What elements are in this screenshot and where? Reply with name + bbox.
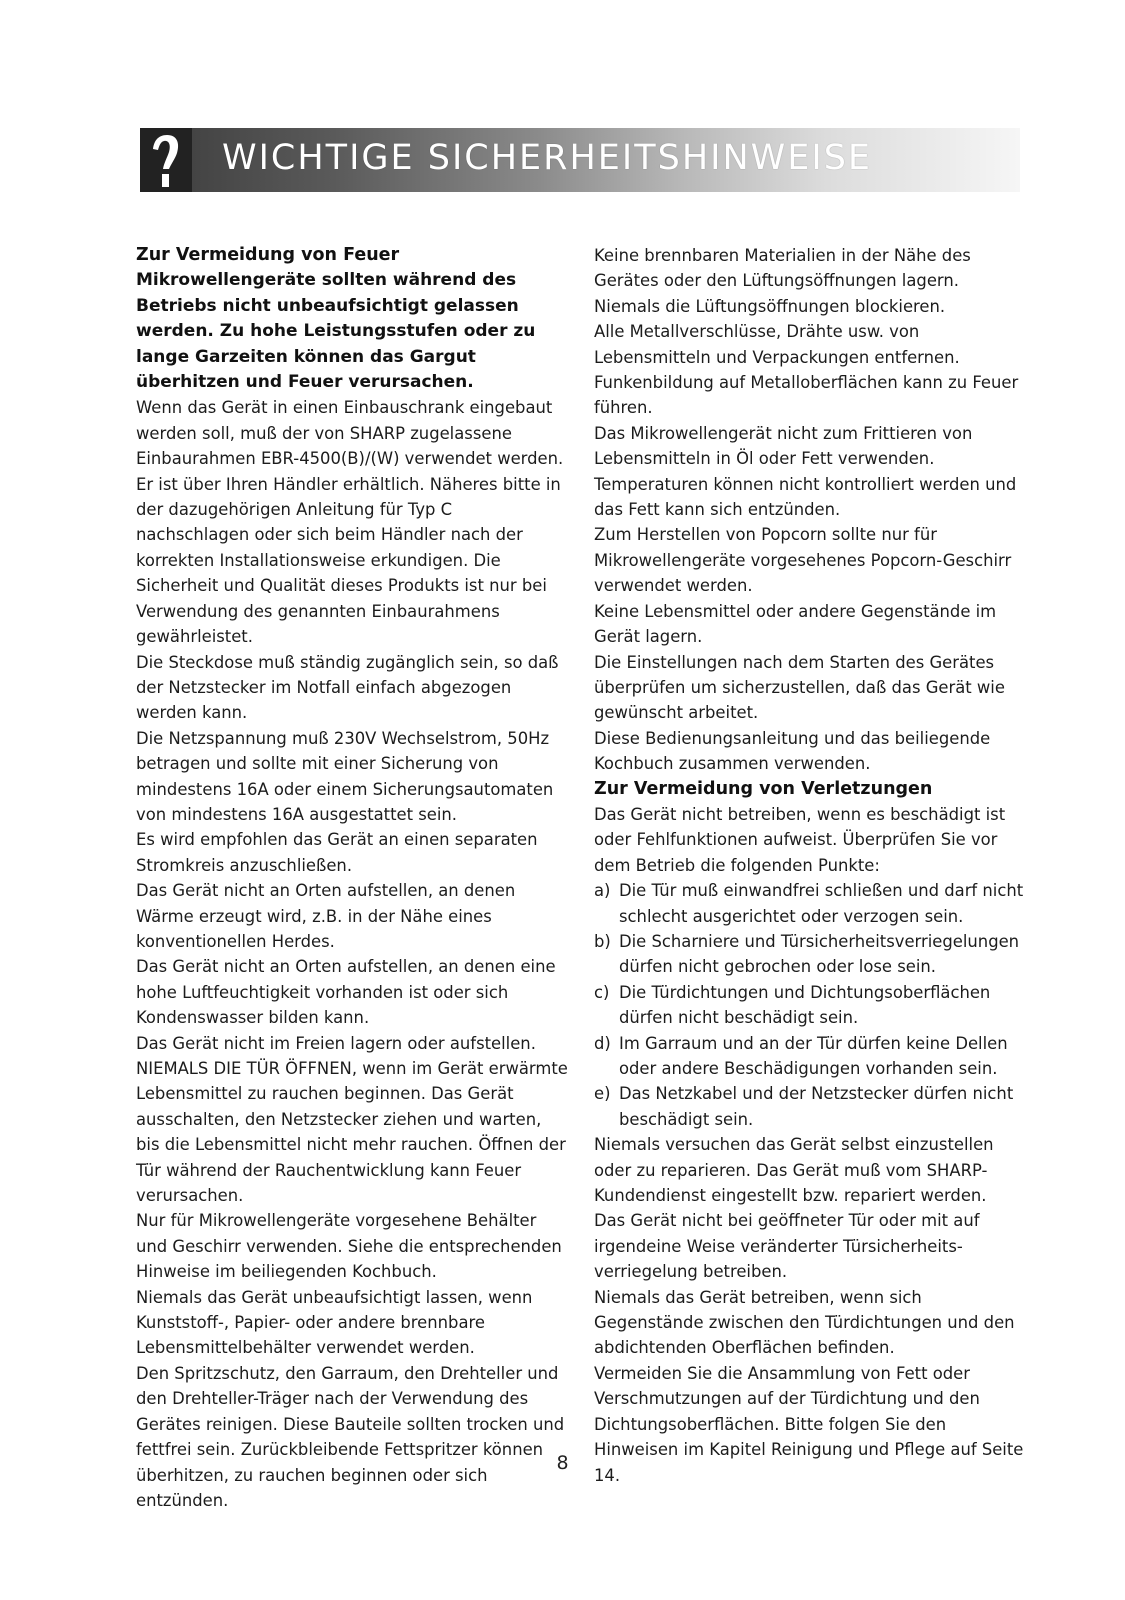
lead-warning: Mikrowellengeräte sollten während des Betriebs nicht unbeaufsichtigt gelassen werden. Zu hohe Leistungsstufen oder zu lange Garzeiten können das Gargut überhitzen und Feuer verursachen. xyxy=(136,270,536,393)
paragraph: Es wird empfohlen das Gerät an einen separaten Stromkreis anzuschließen. xyxy=(136,830,538,875)
paragraph: Keine Lebensmittel oder andere Gegenstände im Gerät lagern. xyxy=(594,601,997,647)
list-text: Die Tür muß einwandfrei schließen und darf nicht schlecht ausgerichtet oder verzogen sein. xyxy=(619,881,1024,926)
left-column xyxy=(136,243,568,1513)
list-letter: e) xyxy=(594,1084,611,1104)
exclamation-icon xyxy=(140,128,192,192)
list-text: Das Netzkabel und der Netzstecker dürfen nicht beschädigt sein. xyxy=(619,1084,1014,1129)
paragraph: Den Spritzschutz, den Garraum, den Drehteller und den Drehteller-Träger nach der Verwendung des Gerätes reinigen. Diese Bauteile sollten trocken und fettfrei sein. Zurückbleibende Fettspritzer können überhitzen, zu rauchen beginnen oder sich entzünden. xyxy=(136,1363,565,1510)
paragraph: Die Einstellungen nach dem Starten des Gerätes überprüfen um sicherzustellen, daß das Gerät wie gewünscht arbeitet. xyxy=(594,652,1005,723)
paragraph: Nur für Mikrowellengeräte vorgesehene Behälter und Geschirr verwenden. Siehe die entsprechenden Hinweise im beiliegenden Kochbuch. xyxy=(136,1211,562,1282)
list-item xyxy=(594,929,1026,980)
paragraph: Zum Herstellen von Popcorn sollte nur für Mikrowellengeräte vorgesehenes Popcorn-Geschirr verwendet werden. xyxy=(594,525,1012,596)
right-column xyxy=(594,243,1026,1488)
paragraph: Die Netzspannung muß 230V Wechselstrom, 50Hz betragen und sollte mit einer Sicherung von mindestens 16A oder einem Sicherungsautomaten von mindestens 16A ausgestattet sein. xyxy=(136,728,554,824)
paragraph: Das Gerät nicht betreiben, wenn es beschädigt ist oder Fehlfunktionen aufweist. Überprüfen Sie vor dem Betrieb die folgenden Punkte: xyxy=(594,804,1006,875)
paragraph: Niemals das Gerät unbeaufsichtigt lassen, wenn Kunststoff-, Papier- oder andere brennbare Lebensmittelbehälter verwendet werden. xyxy=(136,1287,533,1358)
paragraph: Alle Metallverschlüsse, Drähte usw. von Lebensmitteln und Verpackungen entfernen. Funkenbildung auf Metalloberflächen kann zu Feuer führen. xyxy=(594,322,1019,418)
list-letter: c) xyxy=(594,982,610,1002)
list-text: Im Garraum und an der Tür dürfen keine Dellen oder andere Beschädigungen vorhanden sein. xyxy=(619,1033,1008,1078)
list-text: Die Türdichtungen und Dichtungsoberflächen dürfen nicht beschädigt sein. xyxy=(619,982,991,1028)
paragraph: Niemals das Gerät betreiben, wenn sich Gegenstände zwischen den Türdichtungen und den abdichtenden Oberflächen befinden. xyxy=(594,1287,1015,1358)
paragraph: Niemals die Lüftungsöffnungen blockieren. xyxy=(594,296,946,316)
list-item xyxy=(594,1081,1026,1132)
list-item xyxy=(594,1031,1026,1082)
paragraph: Vermeiden Sie die Ansammlung von Fett oder Verschmutzungen auf der Türdichtung und den Dichtungsoberflächen. Bitte folgen Sie den Hinweisen im Kapitel Reinigung und Pflege auf Seite 14. xyxy=(594,1363,1024,1485)
list-item xyxy=(594,878,1026,929)
paragraph: Das Gerät nicht bei geöffneter Tür oder mit auf irgendeine Weise veränderter Türsicherheits-verriegelung betreiben. xyxy=(594,1211,980,1282)
list-letter: d) xyxy=(594,1033,611,1053)
paragraph: Diese Bedienungsanleitung und das beiliegende Kochbuch zusammen verwenden. xyxy=(594,728,991,774)
paragraph: Das Gerät nicht an Orten aufstellen, an denen Wärme erzeugt wird, z.B. in der Nähe eines konventionellen Herdes. xyxy=(136,881,516,951)
list-item xyxy=(594,980,1026,1031)
section-heading-injury: Zur Vermeidung von Verletzungen xyxy=(594,778,933,799)
paragraph: Wenn das Gerät in einen Einbauschrank eingebaut werden soll, muß der von SHARP zugelassene Einbaurahmen EBR-4500(B)/(W) verwendet werden. Er ist über Ihren Händler erhältlich. Näheres bitte in der dazugehörigen Anleitung für Typ C nachschlagen oder sich beim Händler nach der korrekten Installationsweise erkundigen. Die Sicherheit und Qualität dieses Produkts ist nur bei Verwendung des genannten Einbaurahmens gewährleistet. xyxy=(136,398,564,647)
section-banner xyxy=(140,128,1020,192)
page-title: WICHTIGE SICHERHEITSHINWEISE xyxy=(222,138,873,178)
list-text: Die Scharniere und Türsicherheitsverriegelungen dürfen nicht gebrochen oder lose sein. xyxy=(619,931,1020,977)
paragraph: Die Steckdose muß ständig zugänglich sein, so daß der Netzstecker im Notfall einfach abgezogen werden kann. xyxy=(136,652,559,723)
list-letter: a) xyxy=(594,881,611,901)
paragraph: Keine brennbaren Materialien in der Nähe des Gerätes oder den Lüftungsöffnungen lagern. xyxy=(594,246,971,291)
paragraph: Das Gerät nicht im Freien lagern oder aufstellen. xyxy=(136,1033,536,1053)
paragraph: Das Mikrowellengerät nicht zum Frittieren von Lebensmitteln in Öl oder Fett verwenden. Temperaturen können nicht kontrolliert werden und das Fett kann sich entzünden. xyxy=(594,423,1017,520)
paragraph: Das Gerät nicht an Orten aufstellen, an denen eine hohe Luftfeuchtigkeit vorhanden ist oder sich Kondenswasser bilden kann. xyxy=(136,957,556,1028)
paragraph: Niemals versuchen das Gerät selbst einzustellen oder zu reparieren. Das Gerät muß vom SHARP-Kundendienst eingestellt bzw. repariert werden. xyxy=(594,1135,994,1206)
section-heading-fire: Zur Vermeidung von Feuer xyxy=(136,245,400,265)
list-letter: b) xyxy=(594,931,611,951)
paragraph: NIEMALS DIE TÜR ÖFFNEN, wenn im Gerät erwärmte Lebensmittel zu rauchen beginnen. Das Gerät ausschalten, den Netzstecker ziehen und warten, bis die Lebensmittel nicht mehr rauchen. Öffnen der Tür während der Rauchentwicklung kann Feuer verursachen. xyxy=(136,1059,568,1206)
page-number: 8 xyxy=(556,1452,569,1474)
